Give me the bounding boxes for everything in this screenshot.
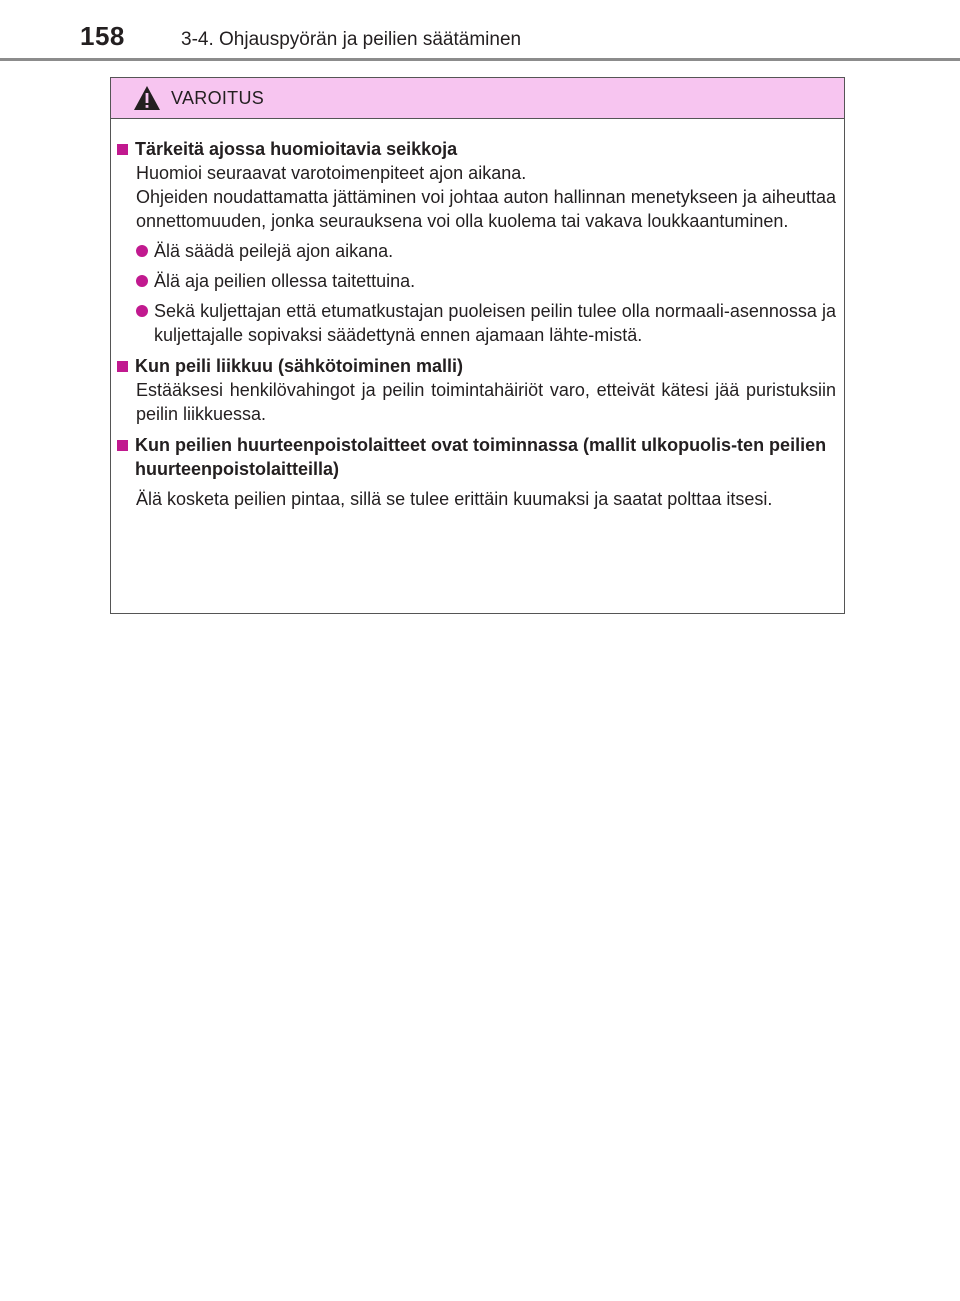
list-item xyxy=(136,299,836,347)
list-item xyxy=(136,239,836,263)
header-divider xyxy=(0,58,960,61)
list-item xyxy=(136,269,836,293)
list-item-text: Sekä kuljettajan että etumatkustajan puoleisen peilin tulee olla normaali-asennossa ja kuljettajalle sopivaksi säädettynä ennen ajamaan lähte-mistä. xyxy=(154,301,836,345)
section-heading xyxy=(117,433,836,481)
paragraph: Ohjeiden noudattamatta jättäminen voi johtaa auton hallinnan menetykseen ja aiheuttaa onnettomuuden, jonka seurauksena voi olla kuolema tai vakava loukkaantuminen. xyxy=(136,187,836,231)
circle-bullet-icon xyxy=(136,305,148,317)
paragraph: Estääksesi henkilövahingot ja peilin toimintahäiriöt varo, etteivät kätesi jää puristuksiin peilin liikkuessa. xyxy=(136,380,836,424)
heading-text: Kun peili liikkuu (sähkötoiminen malli) xyxy=(135,356,464,376)
warning-body xyxy=(111,119,844,511)
paragraph: Älä kosketa peilien pintaa, sillä se tulee erittäin kuumaksi ja saatat polttaa itsesi. xyxy=(136,489,773,509)
warning-header xyxy=(111,78,844,119)
square-bullet-icon xyxy=(117,144,128,155)
heading-text: Kun peilien huurteenpoistolaitteet ovat toiminnassa (mallit ulkopuolis-ten peilien huurteenpoistolaitteilla) xyxy=(135,435,827,479)
list-item-text: Älä säädä peilejä ajon aikana. xyxy=(154,241,394,261)
list-item-text: Älä aja peilien ollessa taitettuina. xyxy=(154,271,416,291)
heading-text: Tärkeitä ajossa huomioitavia seikkoja xyxy=(135,139,458,159)
section-title: 3-4. Ohjauspyörän ja peilien säätäminen xyxy=(181,29,522,50)
section-heading xyxy=(117,354,836,378)
square-bullet-icon xyxy=(117,440,128,451)
page-header xyxy=(0,0,960,62)
circle-bullet-icon xyxy=(136,245,148,257)
square-bullet-icon xyxy=(117,361,128,372)
warning-label: VAROITUS xyxy=(171,88,265,108)
paragraph: Huomioi seuraavat varotoimenpiteet ajon aikana. xyxy=(136,163,527,183)
section-heading xyxy=(117,137,836,161)
warning-triangle-icon xyxy=(133,85,161,111)
warning-box xyxy=(110,77,845,614)
circle-bullet-icon xyxy=(136,275,148,287)
page-number: 158 xyxy=(80,21,125,51)
